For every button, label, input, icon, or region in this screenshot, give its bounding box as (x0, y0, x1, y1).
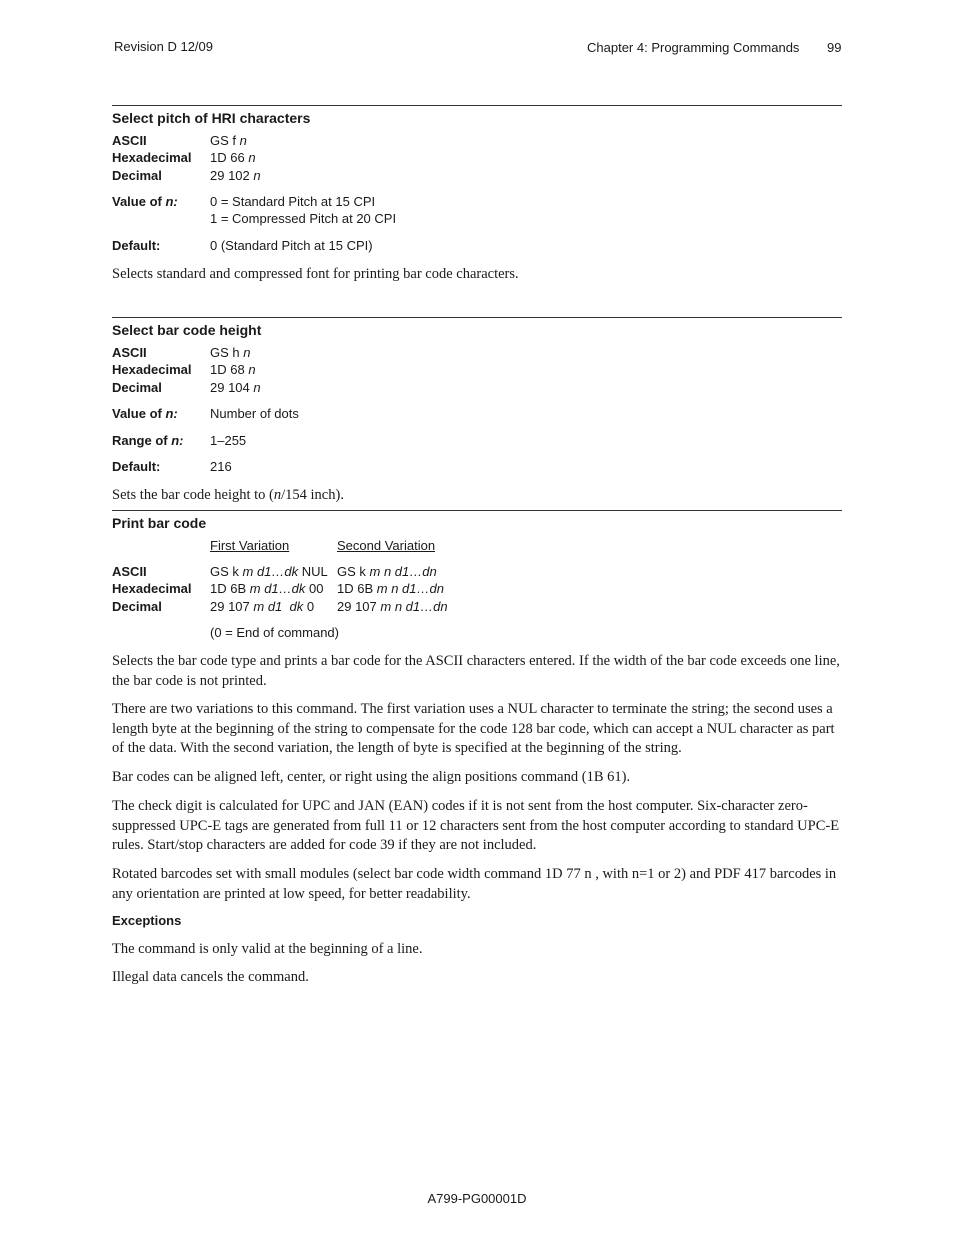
paragraph: Bar codes can be aligned left, center, or right using the align positions command (1B 61). (112, 769, 631, 785)
hex-first-variation: 1D 6B m d1…dk 00 (210, 581, 324, 596)
default-label: Default: (112, 459, 161, 474)
section-divider (112, 105, 842, 106)
value-value: Number of dots (210, 406, 299, 421)
value-of-n-label: Value of n: (112, 406, 178, 421)
section-divider (112, 317, 842, 318)
ascii-first-variation: GS k m d1…dk NUL (210, 564, 328, 579)
ascii-label: ASCII (112, 564, 147, 579)
decimal-first-variation: 29 107 m d1 dk 0 (210, 599, 315, 614)
range-value: 1–255 (210, 433, 247, 448)
exception-item: The command is only valid at the beginning of a line. (112, 941, 423, 957)
decimal-label: Decimal (112, 380, 162, 395)
end-of-command-note: (0 = End of command) (210, 625, 339, 640)
ascii-label: ASCII (112, 133, 147, 148)
paragraph: There are two variations to this command. The first variation uses a NUL character to terminate the string; the second uses a length byte at the beginning of the string to compensate for the code 128 bar code, which can accept a NUL character as part of the data. With the second variation, the length of byte is specified at the beginning of the string. (112, 701, 835, 756)
chapter-title: Chapter 4: Programming Commands (587, 40, 800, 55)
exceptions-heading: Exceptions (112, 913, 182, 928)
hex-value: 1D 68 n (210, 362, 256, 377)
default-label: Default: (112, 238, 161, 253)
hex-value: 1D 66 n (210, 150, 256, 165)
hex-label: Hexadecimal (112, 581, 192, 596)
paragraph: Selects the bar code type and prints a bar code for the ASCII characters entered. If the width of the bar code exceeds one line, the bar code is not printed. (112, 653, 840, 689)
default-value: 0 (Standard Pitch at 15 CPI) (210, 238, 373, 253)
section-description: Selects standard and compressed font for printing bar code characters. (112, 266, 519, 282)
page-number: 99 (827, 40, 842, 55)
value-line-1: 0 = Standard Pitch at 15 CPI (210, 194, 376, 209)
paragraph: Rotated barcodes set with small modules (select bar code width command 1D 77 n , with n=1 or 2) and PDF 417 barcodes in any orientation are printed at low speed, for better readability. (112, 866, 837, 902)
ascii-label: ASCII (112, 345, 147, 360)
first-variation-header: First Variation (210, 538, 290, 553)
section-title-hri-pitch: Select pitch of HRI characters (112, 110, 311, 126)
exception-item: Illegal data cancels the command. (112, 969, 309, 985)
value-of-n-label: Value of n: (112, 194, 178, 209)
ascii-value: GS h n (210, 345, 251, 360)
section-description: Sets the bar code height to (n/154 inch). (112, 487, 344, 503)
range-of-n-label: Range of n: (112, 433, 184, 448)
hex-label: Hexadecimal (112, 362, 192, 377)
hex-label: Hexadecimal (112, 150, 192, 165)
decimal-label: Decimal (112, 599, 162, 614)
decimal-value: 29 102 n (210, 168, 261, 183)
document-id: A799-PG00001D (427, 1191, 527, 1206)
section-title-print-bar-code: Print bar code (112, 515, 207, 531)
decimal-second-variation: 29 107 m n d1…dn (337, 599, 448, 614)
default-value: 216 (210, 459, 232, 474)
ascii-second-variation: GS k m n d1…dn (337, 564, 437, 579)
section-divider (112, 510, 842, 511)
ascii-value: GS f n (210, 133, 247, 148)
decimal-value: 29 104 n (210, 380, 261, 395)
hex-second-variation: 1D 6B m n d1…dn (337, 581, 444, 596)
section-title-bar-code-height: Select bar code height (112, 322, 262, 338)
value-line-2: 1 = Compressed Pitch at 20 CPI (210, 211, 397, 226)
revision-label: Revision D 12/09 (114, 39, 213, 54)
decimal-label: Decimal (112, 168, 162, 183)
second-variation-header: Second Variation (337, 538, 436, 553)
paragraph: The check digit is calculated for UPC and JAN (EAN) codes if it is not sent from the host computer. Six-character zero-suppressed UPC-E tags are generated from full 11 or 12 characters sent from the host computer according to standard UPC-E rules. Start/stop characters are added for code 39 if they are not included. (112, 798, 840, 853)
